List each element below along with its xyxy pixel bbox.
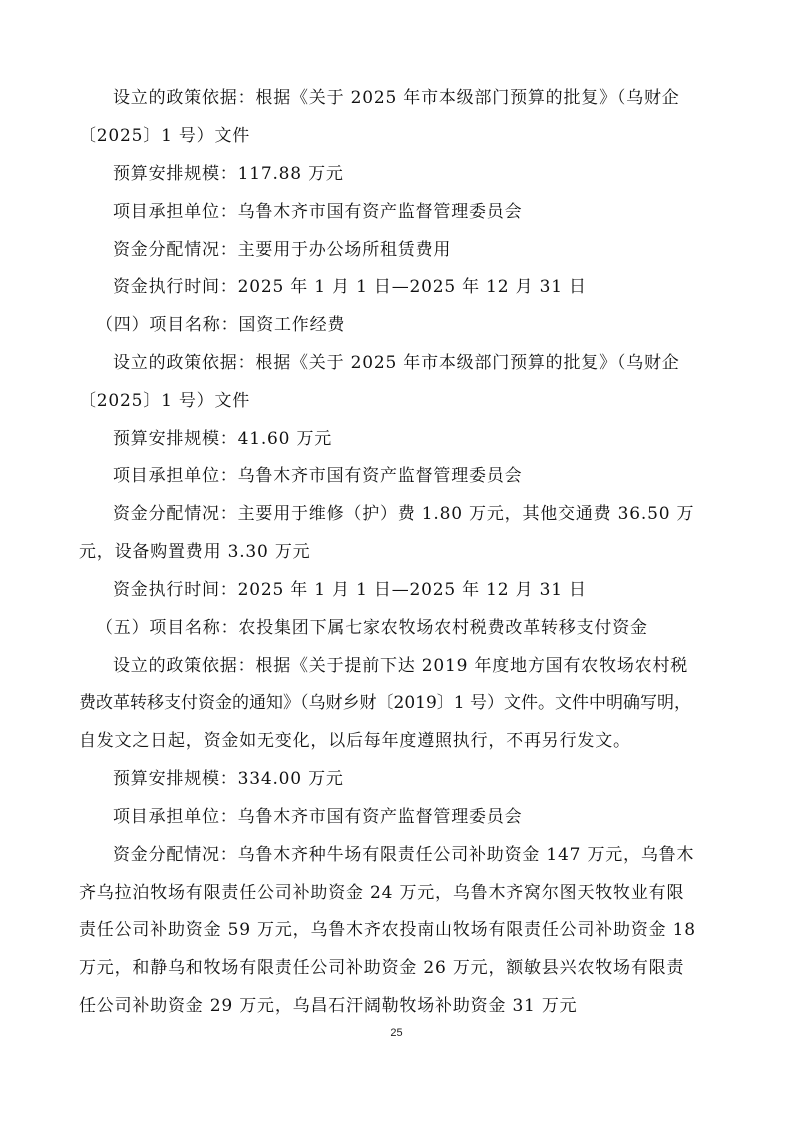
fund-allocation-continuation: 任公司补助资金 29 万元，乌昌石汗阔勒牧场补助资金 31 万元 (79, 996, 578, 1016)
policy-basis-continuation: 费改革转移支付资金的通知》（乌财乡财〔2019〕1 号）文件。文件中明确写明， (79, 693, 691, 713)
policy-basis-continuation: 自发文之日起，资金如无变化，以后每年度遵照执行，不再另行发文。 (79, 731, 631, 751)
budget-scale-line: 预算安排规模：117.88 万元 (113, 164, 344, 184)
policy-basis-continuation: 〔2025〕1 号）文件 (79, 126, 251, 146)
section-heading: （四）项目名称：国资工作经费 (96, 315, 346, 335)
fund-allocation-line: 资金分配情况：主要用于办公场所租赁费用 (113, 240, 452, 260)
fund-allocation-continuation: 万元，和静乌和牧场有限责任公司补助资金 26 万元，额敏县兴农牧场有限责 (79, 958, 685, 978)
policy-basis-line: 设立的政策依据：根据《关于 2025 年市本级部门预算的批复》（乌财企 (113, 88, 680, 108)
budget-scale-line: 预算安排规模：41.60 万元 (113, 429, 333, 449)
execution-time-line: 资金执行时间：2025 年 1 月 1 日—2025 年 12 月 31 日 (113, 580, 587, 600)
responsible-unit-line: 项目承担单位：乌鲁木齐市国有资产监督管理委员会 (113, 466, 523, 486)
section-heading: （五）项目名称：农投集团下属七家农牧场农村税费改革转移支付资金 (96, 618, 648, 638)
fund-allocation-continuation: 责任公司补助资金 59 万元，乌鲁木齐农投南山牧场有限责任公司补助资金 18 (79, 920, 696, 940)
policy-basis-continuation: 〔2025〕1 号）文件 (79, 391, 251, 411)
policy-basis-line: 设立的政策依据：根据《关于 2025 年市本级部门预算的批复》（乌财企 (113, 353, 680, 373)
responsible-unit-line: 项目承担单位：乌鲁木齐市国有资产监督管理委员会 (113, 807, 523, 827)
fund-allocation-continuation: 齐乌拉泊牧场有限责任公司补助资金 24 万元，乌鲁木齐窝尔图天牧牧业有限 (79, 883, 685, 903)
fund-allocation-line: 资金分配情况：主要用于维修（护）费 1.80 万元，其他交通费 36.50 万 (113, 504, 695, 524)
fund-allocation-line: 资金分配情况：乌鲁木齐种牛场有限责任公司补助资金 147 万元，乌鲁木 (113, 845, 695, 865)
execution-time-line: 资金执行时间：2025 年 1 月 1 日—2025 年 12 月 31 日 (113, 277, 587, 297)
page-number: 25 (390, 1027, 403, 1039)
fund-allocation-continuation: 元，设备购置费用 3.30 万元 (79, 542, 311, 562)
responsible-unit-line: 项目承担单位：乌鲁木齐市国有资产监督管理委员会 (113, 202, 523, 222)
budget-scale-line: 预算安排规模：334.00 万元 (113, 769, 344, 789)
policy-basis-line: 设立的政策依据：根据《关于提前下达 2019 年度地方国有农牧场农村税 (113, 656, 689, 676)
